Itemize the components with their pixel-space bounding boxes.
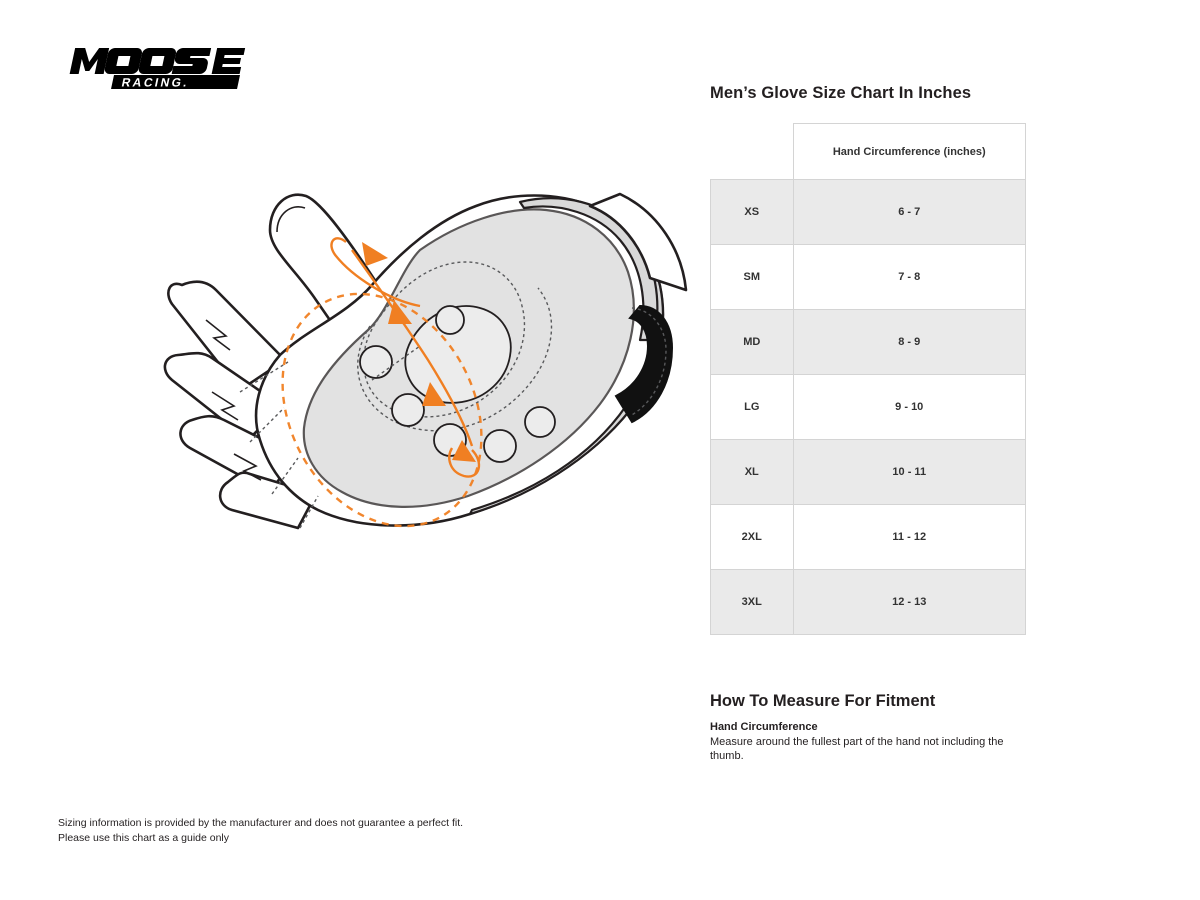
cell-circumference: 6 - 7	[793, 180, 1026, 245]
size-chart-panel	[710, 84, 1140, 764]
column-header-hand-circumference: Hand Circumference (inches)	[793, 124, 1026, 180]
table-row	[711, 440, 1026, 505]
table-row	[711, 245, 1026, 310]
cell-circumference: 11 - 12	[793, 505, 1026, 570]
how-to-measure-title: How To Measure For Fitment	[710, 692, 936, 710]
cell-circumference: 10 - 11	[793, 440, 1026, 505]
disclaimer-line-2: Please use this chart as a guide only	[58, 832, 230, 845]
how-to-measure-section	[710, 692, 1140, 764]
cell-circumference: 12 - 13	[793, 570, 1026, 635]
disclaimer	[58, 816, 463, 846]
brand-logo	[58, 44, 248, 96]
page-title: Men’s Glove Size Chart In Inches	[710, 84, 972, 102]
svg-text:RACING.: RACING.	[120, 75, 191, 90]
table-row	[711, 570, 1026, 635]
how-to-measure-text: Measure around the fullest part of the hand not including the thumb.	[710, 736, 1004, 763]
cell-size: MD	[711, 310, 794, 375]
cell-size: 3XL	[711, 570, 794, 635]
cell-size: LG	[711, 375, 794, 440]
table-row	[711, 180, 1026, 245]
cell-size: XL	[711, 440, 794, 505]
cell-circumference: 8 - 9	[793, 310, 1026, 375]
table-corner-cell	[711, 124, 794, 180]
table-row	[711, 505, 1026, 570]
table-header-row	[711, 124, 1026, 180]
disclaimer-line-1: Sizing information is provided by the manufacturer and does not guarantee a perfect fit.	[58, 817, 464, 829]
cell-circumference: 7 - 8	[793, 245, 1026, 310]
cell-size: SM	[711, 245, 794, 310]
size-chart-table	[710, 123, 1026, 635]
table-row	[711, 375, 1026, 440]
cell-size: XS	[711, 180, 794, 245]
cell-circumference: 9 - 10	[793, 375, 1026, 440]
glove-measurement-diagram	[120, 110, 700, 540]
how-to-measure-subtitle: Hand Circumference	[710, 721, 818, 733]
table-row	[711, 310, 1026, 375]
cell-size: 2XL	[711, 505, 794, 570]
